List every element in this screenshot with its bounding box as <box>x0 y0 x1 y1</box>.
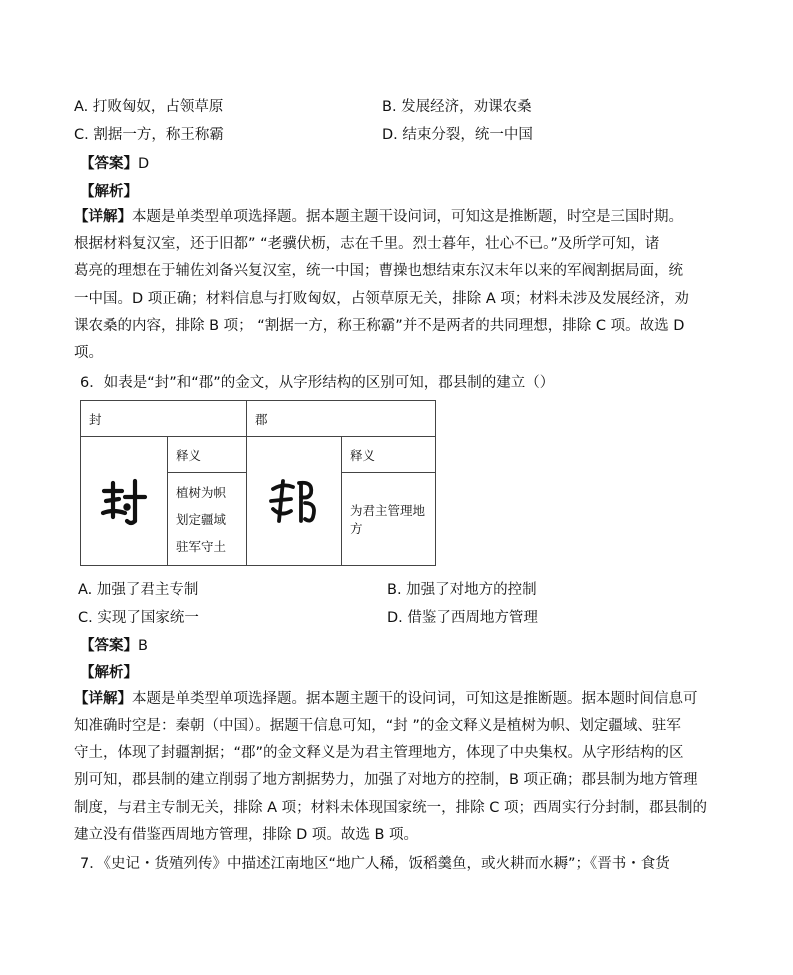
q5-detail-line-5: 课农桑的内容，排除 B 项； “割据一方，称王称霸”并不是两者的共同理想，排除 C 项。故选 D <box>74 318 685 334</box>
jun-meaning-label: 释义 <box>342 437 436 473</box>
q6-option-a: A. 加强了君主专制 <box>78 582 199 598</box>
feng-meaning-1: 植树为帜 <box>176 484 227 500</box>
q6-detail-line-5: 制度，与君主专制无关，排除 A 项；材料未体现国家统一，排除 C 项；西周实行分封制，郡县制的 <box>74 800 707 816</box>
q6-stem: 6．如表是“封”和“郡”的金文，从字形结构的区别可知，郡县制的建立（） <box>80 375 555 391</box>
feng-bronze-glyph-icon <box>99 473 149 529</box>
jinwen-table <box>80 400 436 566</box>
feng-meaning-2: 划定疆域 <box>176 511 227 527</box>
detail-label: 【详解】 <box>74 209 132 225</box>
q5-option-a: A. 打败匈奴，占领草原 <box>74 99 224 115</box>
q6-answer <box>80 634 148 655</box>
q5-option-d: D. 结束分裂，统一中国 <box>382 127 533 143</box>
table-header-jun: 郡 <box>247 401 436 437</box>
q6-analysis-label: 【解析】 <box>80 665 138 681</box>
feng-meanings <box>168 473 247 566</box>
q6-option-b: B. 加强了对地方的控制 <box>387 582 537 598</box>
feng-glyph-cell <box>81 437 168 566</box>
q5-detail-line-4: 一中国。D 项正确；材料信息与打败匈奴，占领草原无关，排除 A 项；材料未涉及发展经济，劝 <box>74 291 689 307</box>
answer-label: 【答案】 <box>80 638 138 654</box>
q5-option-b: B. 发展经济，劝课农桑 <box>382 99 532 115</box>
q5-detail-line-1: 【详解】本题是单类型单项选择题。据本题主题干设问词，可知这是推断题，时空是三国时期。 <box>74 209 683 225</box>
q5-detail-line-6: 项。 <box>74 345 103 361</box>
answer-value: D <box>138 156 150 172</box>
feng-meaning-label: 释义 <box>168 437 247 473</box>
jun-bronze-glyph-icon <box>265 473 323 529</box>
q6-option-c: C. 实现了国家统一 <box>78 610 199 626</box>
table-header-feng: 封 <box>81 401 247 437</box>
jun-meaning: 为君主管理地方 <box>342 473 436 566</box>
answer-label: 【答案】 <box>80 156 138 172</box>
q5-answer <box>80 152 149 173</box>
q7-stem: 7．《史记・货殖列传》中描述江南地区“地广人稀，饭稻羹鱼，或火耕而水耨”；《晋书・食货 <box>80 856 670 872</box>
q6-detail-line-4: 别可知，郡县制的建立削弱了地方割据势力，加强了对地方的控制，B 项正确；郡县制为地方管理 <box>74 772 698 788</box>
q5-option-c: C. 割据一方，称王称霸 <box>74 127 224 143</box>
feng-meaning-3: 驻军守土 <box>176 538 227 554</box>
q6-detail-line-1: 【详解】本题是单类型单项选择题。据本题主题干的设问词，可知这是推断题。据本题时间信息可 <box>74 691 698 707</box>
q6-detail-line-2: 知准确时空是：秦朝（中国）。据题干信息可知，“封 ”的金文释义是植树为帜、划定疆域、驻军 <box>74 718 681 734</box>
jun-glyph-cell <box>247 437 342 566</box>
detail-label: 【详解】 <box>74 691 132 707</box>
q5-detail-line-2: 根据材料复汉室，还于旧都” “老骥伏枥，志在千里。烈士暮年，壮心不已。”及所学可知，诸 <box>74 236 660 252</box>
q5-analysis-label: 【解析】 <box>80 184 138 200</box>
answer-value: B <box>138 638 148 654</box>
q6-option-d: D. 借鉴了西周地方管理 <box>387 610 538 626</box>
q6-detail-line-6: 建立没有借鉴西周地方管理，排除 D 项。故选 B 项。 <box>74 827 419 843</box>
q5-detail-line-3: 葛亮的理想在于辅佐刘备兴复汉室，统一中国；曹操也想结束东汉末年以来的军阀割据局面，统 <box>74 263 683 279</box>
q6-detail-line-3: 守土，体现了封疆割据；“郡”的金文释义是为君主管理地方，体现了中央集权。从字形结构的区 <box>74 745 684 761</box>
